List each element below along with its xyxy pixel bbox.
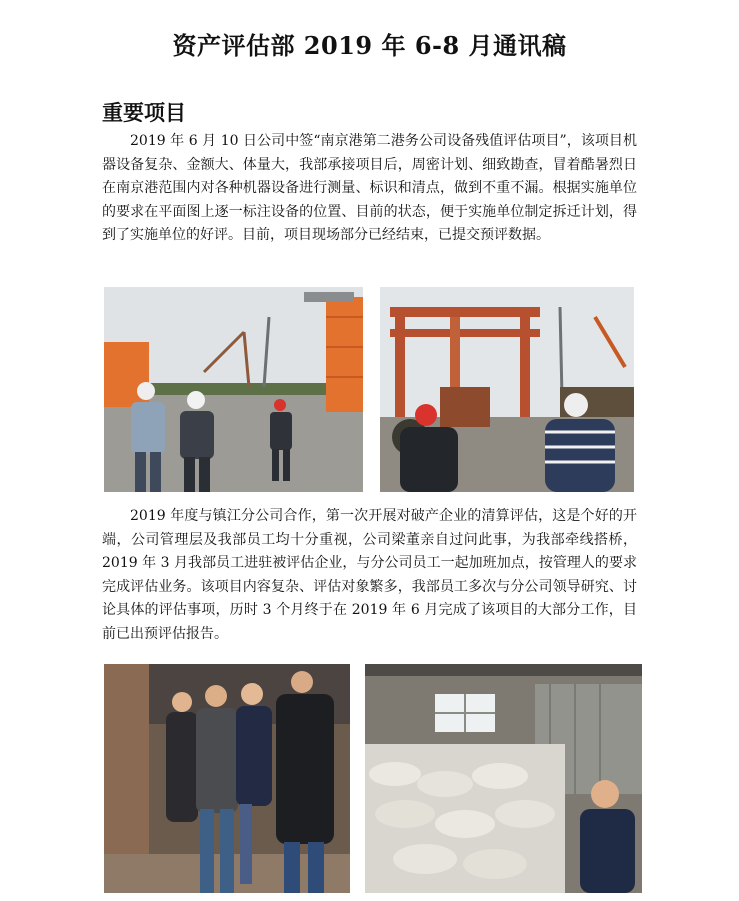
paragraph-1: 2019 年 6 月 10 日公司中签“南京港第二港务公司设备残值评估项目”，该项目机器设备复杂、金额大、体量大，我部承接项目后，周密计划、细致勘查，冒着酷暑烈日在南京港范围内对各种机器设备进行测量、标识和清点，做到不重不漏。根据实施单位的要求在平面图上逐一标注设备的位置、目前的状态，便于实施单位制定拆迁计划，得到了实施单位的好评。目前，项目现场部分已经结束，已提交预评数据。 bbox=[102, 133, 637, 244]
section-heading: 重要项目 bbox=[102, 100, 186, 125]
port-inspection-photo-2 bbox=[380, 287, 634, 492]
port-inspection-photo-1 bbox=[104, 287, 363, 492]
warehouse-photo bbox=[365, 664, 642, 893]
paragraph-2: 2019 年度与镇江分公司合作，第一次开展对破产企业的清算评估，这是个好的开端，公司管理层及我部员工均十分重视，公司梁董亲自过问此事，为我部牵线搭桥，2019 年 3 月我部员工进驻被评估企业，与分公司员工一起加班加点，按管理人的要求完成评估业务。该项目内容复杂、评估对象繁多，我部员工多次与分公司领导研究、讨论具体的评估事项，历时 3 个月终于在 2019 年 6 月完成了该项目的大部分工作，目前已出预评估报告。 bbox=[102, 508, 637, 642]
meeting-photo bbox=[104, 664, 350, 893]
page-title: 资产评估部 2019 年 6-8 月通讯稿 bbox=[172, 31, 567, 60]
